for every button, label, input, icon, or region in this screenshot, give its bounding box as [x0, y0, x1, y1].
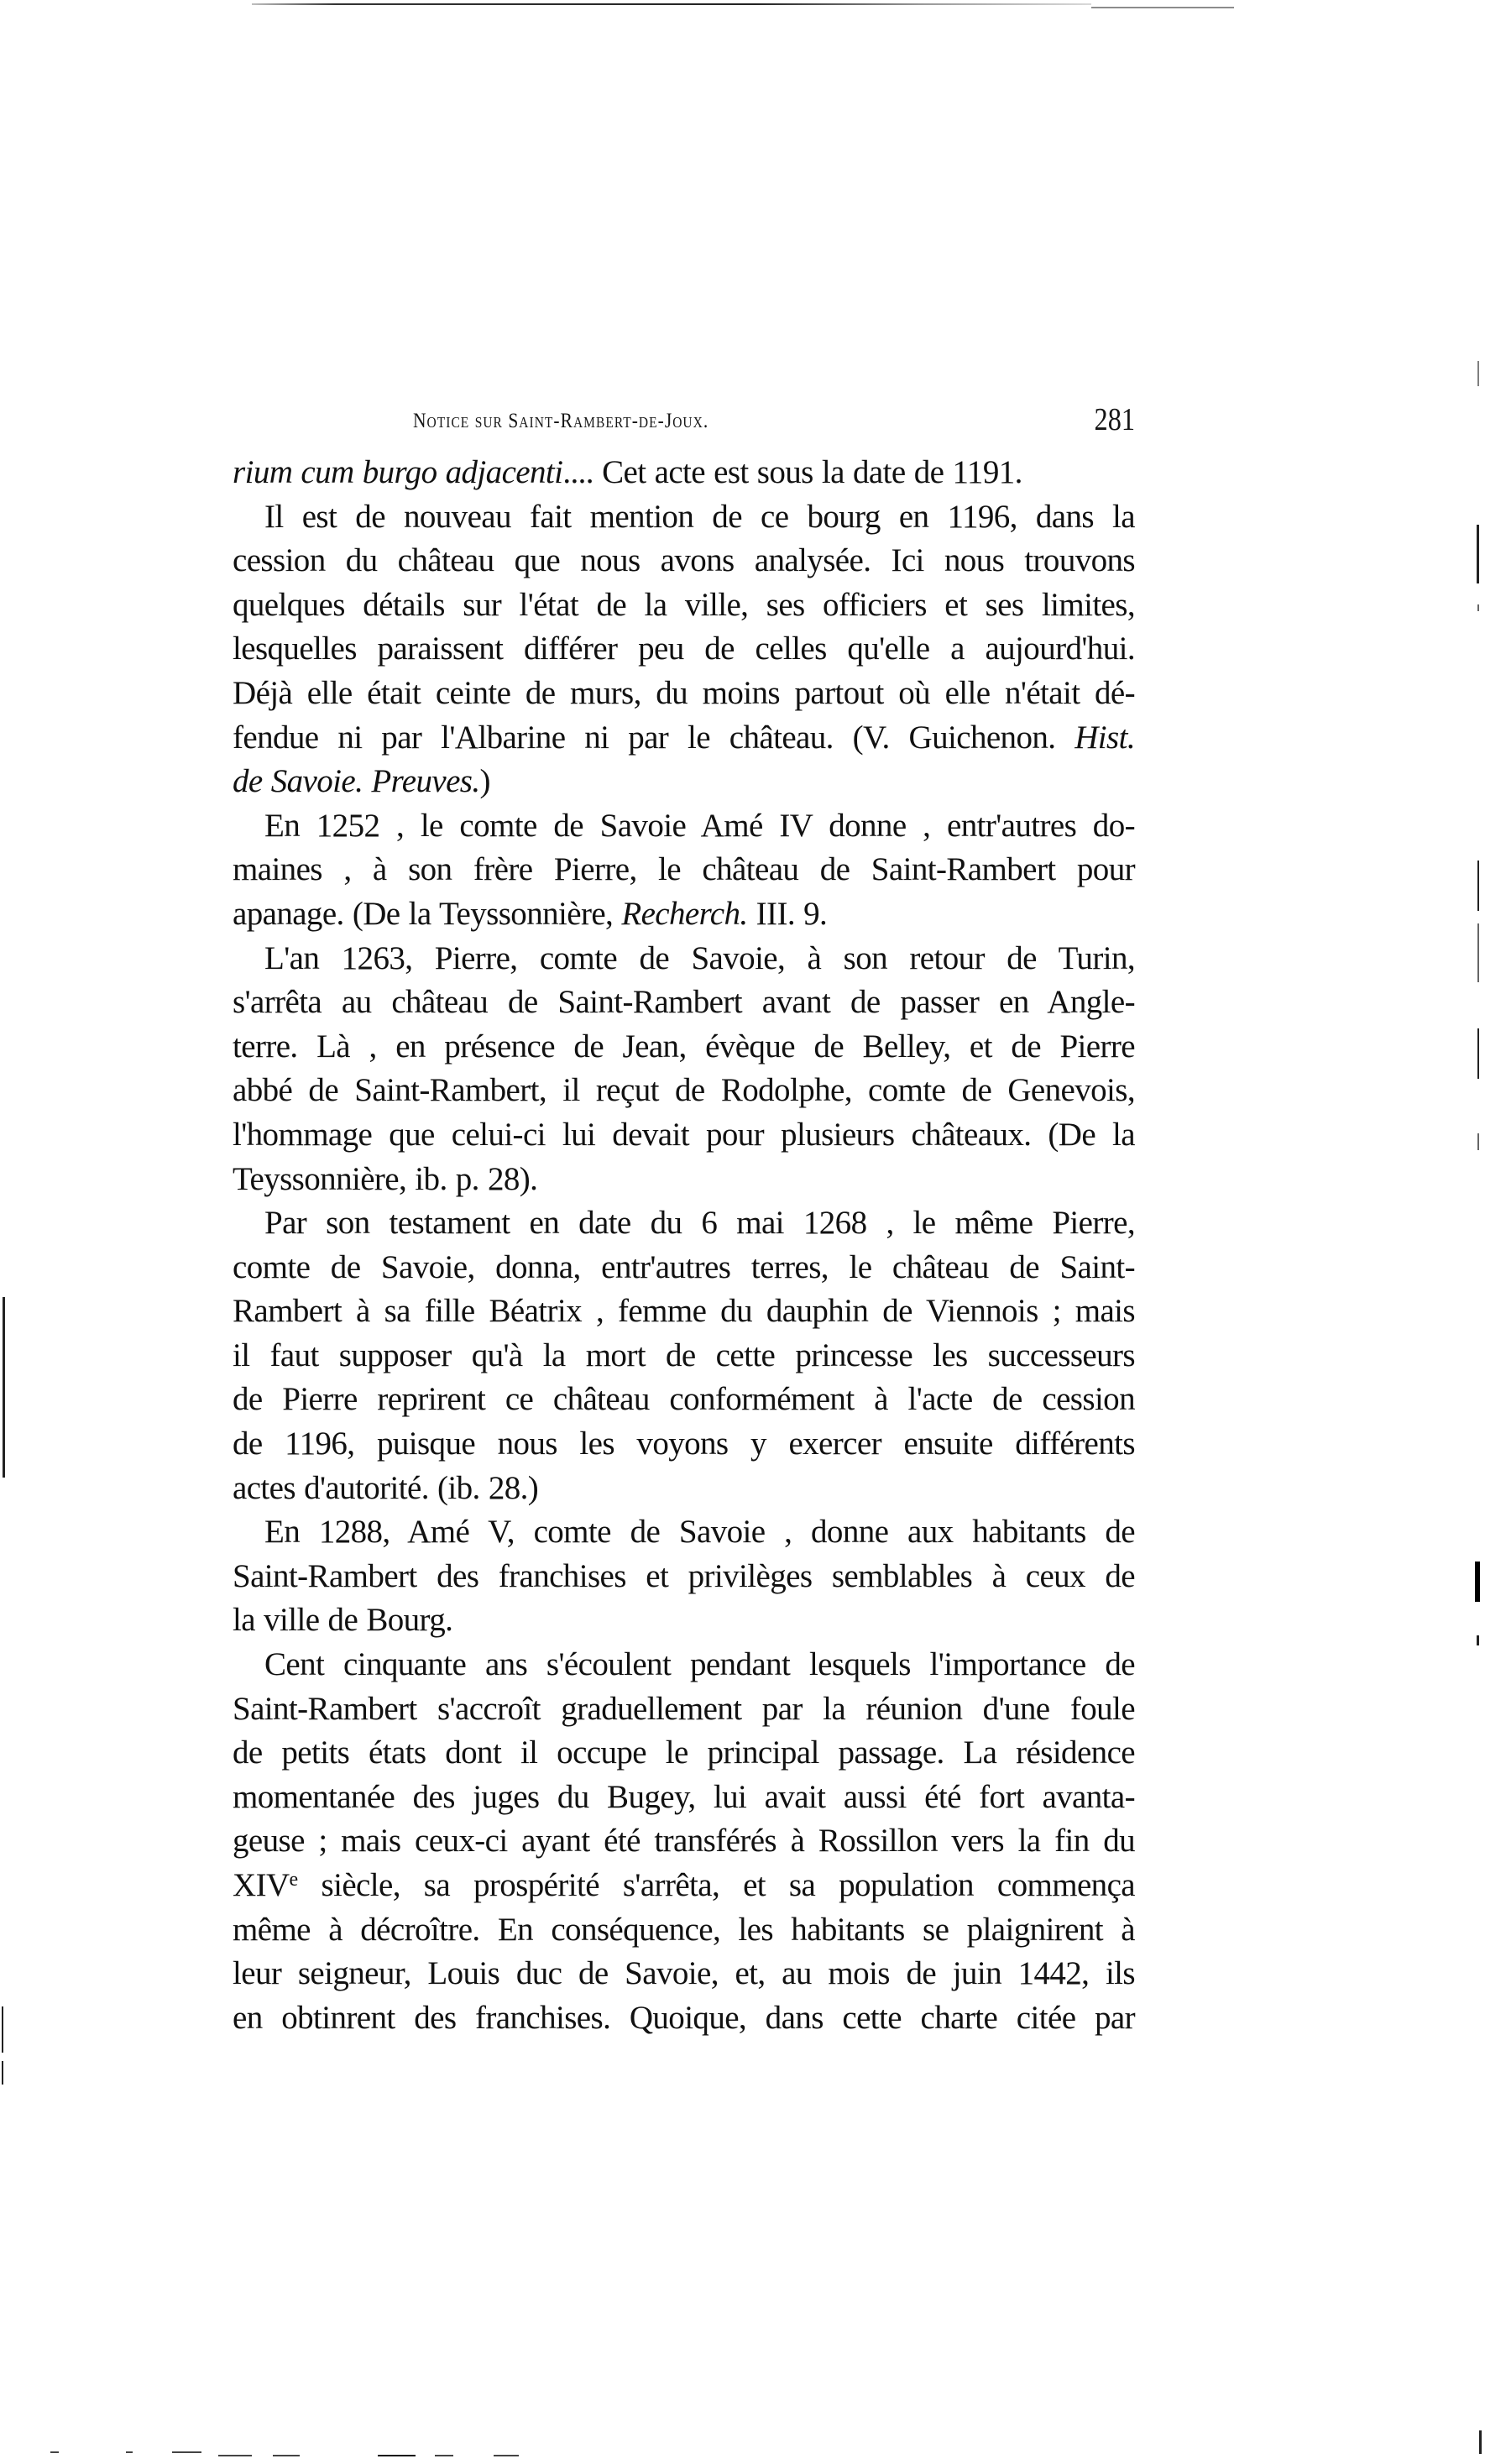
text-segment: il faut supposer qu'à la mort de cette princesse les successeurs — [233, 1337, 1135, 1373]
text-line-content — [233, 1908, 1135, 1953]
text-line-content — [233, 1378, 1135, 1422]
text-line-content — [233, 672, 1135, 716]
text-line — [233, 892, 1135, 937]
text-line-content — [264, 804, 1135, 849]
text-line-content — [233, 1246, 1135, 1290]
text-line-content — [233, 1819, 1135, 1864]
text-line-content — [233, 1113, 1135, 1158]
text-line-content — [233, 1598, 1135, 1643]
text-line — [233, 1510, 1135, 1555]
text-segment: lesquelles paraissent différer peu de celles qu'elle a aujourd'hui. — [233, 630, 1135, 667]
text-segment: maines , à son frère Pierre, le château de Saint-Rambert pour — [233, 851, 1135, 888]
text-line-content — [233, 1776, 1135, 1820]
text-line — [233, 1952, 1135, 1996]
text-segment: leur seigneur, Louis duc de Savoie, et, au mois de juin 1442, ils — [233, 1955, 1135, 1992]
scan-edge-right-mark — [1477, 1635, 1479, 1645]
text-line — [233, 1643, 1135, 1687]
scan-edge-right-blotch — [1475, 1562, 1480, 1602]
text-line-content — [233, 892, 1135, 937]
scan-edge-top-rule-fragment — [1091, 7, 1234, 8]
text-line — [233, 716, 1135, 761]
text-segment: en obtinrent des franchises. Quoique, dans cette charte citée par — [233, 1999, 1135, 2036]
text-segment: actes d'autorité. (ib. 28.) — [233, 1469, 539, 1506]
text-segment: de Pierre reprirent ce château conformément à l'acte de cession — [233, 1381, 1135, 1418]
text-line-content — [233, 1996, 1135, 2041]
scan-edge-right-mark — [1477, 361, 1479, 386]
text-line — [233, 848, 1135, 892]
scan-edge-right-mark — [1479, 2430, 1482, 2454]
text-line — [233, 1864, 1135, 1908]
text-line — [233, 1687, 1135, 1732]
text-line — [233, 804, 1135, 849]
text-line-content — [233, 1290, 1135, 1334]
text-line — [233, 1246, 1135, 1290]
text-segment: Teyssonnière, ib. p. 28). — [233, 1160, 538, 1197]
text-segment: Cent cinquante ans s'écoulent pendant lesquels l'importance de — [264, 1646, 1135, 1683]
italic-text: Hist. — [1075, 719, 1135, 756]
text-segment: Rambert à sa fille Béatrix , femme du dauphin de Viennois ; mais — [233, 1293, 1135, 1330]
text-line — [233, 1819, 1135, 1864]
text-segment: momentanée des juges du Bugey, lui avait aussi été fort avanta- — [233, 1778, 1135, 1815]
text-segment: Par son testament en date du 6 mai 1268 , le même Pierre, — [264, 1205, 1135, 1242]
text-segment: de 1196, puisque nous les voyons y exercer ensuite différents — [233, 1426, 1135, 1462]
scan-edge-bottom-dashes — [17, 2451, 604, 2456]
text-line — [233, 1555, 1135, 1599]
text-line-content — [233, 1731, 1135, 1776]
text-line — [233, 1334, 1135, 1378]
text-line — [233, 1598, 1135, 1643]
text-line-content — [233, 627, 1135, 672]
text-line-content — [264, 1201, 1135, 1246]
text-segment: .... Cet acte est sous la date de 1191. — [562, 454, 1022, 490]
text-line-content — [233, 1952, 1135, 1996]
text-line-content — [264, 1510, 1135, 1555]
text-line-content — [233, 1069, 1135, 1113]
scan-edge-right-mark — [1477, 923, 1479, 982]
text-segment: quelques détails sur l'état de la ville, ses officiers et ses limites, — [233, 586, 1135, 623]
text-line-content — [233, 1864, 1135, 1908]
text-segment: l'hommage que celui-ci lui devait pour plusieurs châteaux. (De la — [233, 1116, 1135, 1153]
text-line — [233, 1776, 1135, 1820]
text-segment: III. 9. — [747, 895, 828, 932]
text-line — [233, 1467, 1135, 1511]
text-line-content — [233, 848, 1135, 892]
scan-edge-right-mark — [1477, 861, 1479, 911]
body-text — [233, 451, 1135, 2040]
text-segment: comte de Savoie, donna, entr'autres terres, le château de Saint- — [233, 1248, 1135, 1285]
italic-text: rium cum burgo adjacenti — [233, 454, 563, 490]
superscript-text: e — [289, 1869, 298, 1891]
text-segment: ) — [479, 763, 490, 800]
text-line-content — [233, 1158, 1135, 1202]
text-line — [233, 1422, 1135, 1467]
scan-edge-right-mark — [1477, 1133, 1479, 1150]
text-segment: Saint-Rambert des franchises et privilèges semblables à ceux de — [233, 1557, 1135, 1594]
text-line — [233, 583, 1135, 628]
text-line-content — [233, 716, 1135, 761]
text-segment: abbé de Saint-Rambert, il reçut de Rodolphe, comte de Genevois, — [233, 1072, 1135, 1109]
text-line — [233, 539, 1135, 583]
text-line — [233, 937, 1135, 981]
text-line — [233, 981, 1135, 1025]
text-line-content — [264, 937, 1135, 981]
scan-edge-left-mark — [3, 1297, 5, 1478]
italic-text: Recherch. — [621, 895, 748, 932]
text-line — [233, 1069, 1135, 1113]
text-line — [233, 1290, 1135, 1334]
running-head — [233, 401, 1135, 435]
text-segment: geuse ; mais ceux-ci ayant été transférés à Rossillon vers la fin du — [233, 1823, 1135, 1860]
text-segment: terre. Là , en présence de Jean, évèque de Belley, et de Pierre — [233, 1028, 1135, 1065]
text-segment: Saint-Rambert s'accroît graduellement par la réunion d'une foule — [233, 1690, 1135, 1727]
text-segment: la ville de Bourg. — [233, 1602, 453, 1639]
text-line — [233, 1731, 1135, 1776]
running-title: Notice sur Saint-Rambert-de-Joux. — [413, 410, 709, 432]
page-number: 281 — [1094, 402, 1135, 437]
italic-text: de Savoie. Preuves. — [233, 763, 480, 800]
text-segment: fendue ni par l'Albarine ni par le château. (V. Guichenon. — [233, 719, 1075, 756]
text-segment: apanage. (De la Teyssonnière, — [233, 895, 622, 932]
text-line — [233, 1025, 1135, 1070]
text-segment: cession du château que nous avons analysée. Ici nous trouvons — [233, 542, 1135, 579]
text-segment: siècle, sa prospérité s'arrêta, et sa population commença — [297, 1867, 1135, 1903]
text-line-content — [233, 981, 1135, 1025]
text-segment: L'an 1263, Pierre, comte de Savoie, à son retour de Turin, — [264, 939, 1135, 976]
scan-edge-left-mark — [2, 2061, 3, 2085]
text-segment: Il est de nouveau fait mention de ce bourg en 1196, dans la — [264, 498, 1135, 535]
text-segment: XIV — [233, 1867, 290, 1903]
text-line-content — [233, 539, 1135, 583]
text-line — [233, 1113, 1135, 1158]
text-line — [233, 495, 1135, 540]
text-line-content — [233, 1555, 1135, 1599]
scan-edge-right-mark — [1477, 1028, 1479, 1079]
text-line — [233, 1996, 1135, 2041]
text-segment: de petits états dont il occupe le principal passage. La résidence — [233, 1734, 1135, 1771]
text-line — [233, 451, 1135, 495]
text-line-content — [233, 1467, 1135, 1511]
text-line — [233, 1378, 1135, 1422]
text-segment: s'arrêta au château de Saint-Rambert avant de passer en Angle- — [233, 984, 1135, 1021]
text-segment: En 1252 , le comte de Savoie Amé IV donne , entr'autres do- — [264, 807, 1135, 844]
text-line — [233, 1908, 1135, 1953]
text-line — [233, 672, 1135, 716]
text-line — [233, 627, 1135, 672]
text-line-content — [233, 451, 1135, 495]
text-segment: même à décroître. En conséquence, les habitants se plaignirent à — [233, 1911, 1135, 1948]
scan-edge-right-mark — [1477, 604, 1479, 611]
text-segment: Déjà elle était ceinte de murs, du moins partout où elle n'était dé- — [233, 674, 1135, 711]
text-line-content — [233, 760, 1135, 804]
text-line-content — [233, 1334, 1135, 1378]
scan-edge-top-rule — [252, 3, 1091, 5]
text-line-content — [233, 1687, 1135, 1732]
scan-edge-left-mark — [2, 2006, 3, 2053]
text-line — [233, 760, 1135, 804]
text-line-content — [233, 583, 1135, 628]
text-line-content — [233, 1025, 1135, 1070]
text-line-content — [233, 1422, 1135, 1467]
text-line — [233, 1158, 1135, 1202]
text-segment: En 1288, Amé V, comte de Savoie , donne aux habitants de — [264, 1514, 1135, 1551]
text-line-content — [264, 1643, 1135, 1687]
text-line-content — [264, 495, 1135, 540]
text-line — [233, 1201, 1135, 1246]
scan-edge-right-mark — [1477, 525, 1479, 583]
